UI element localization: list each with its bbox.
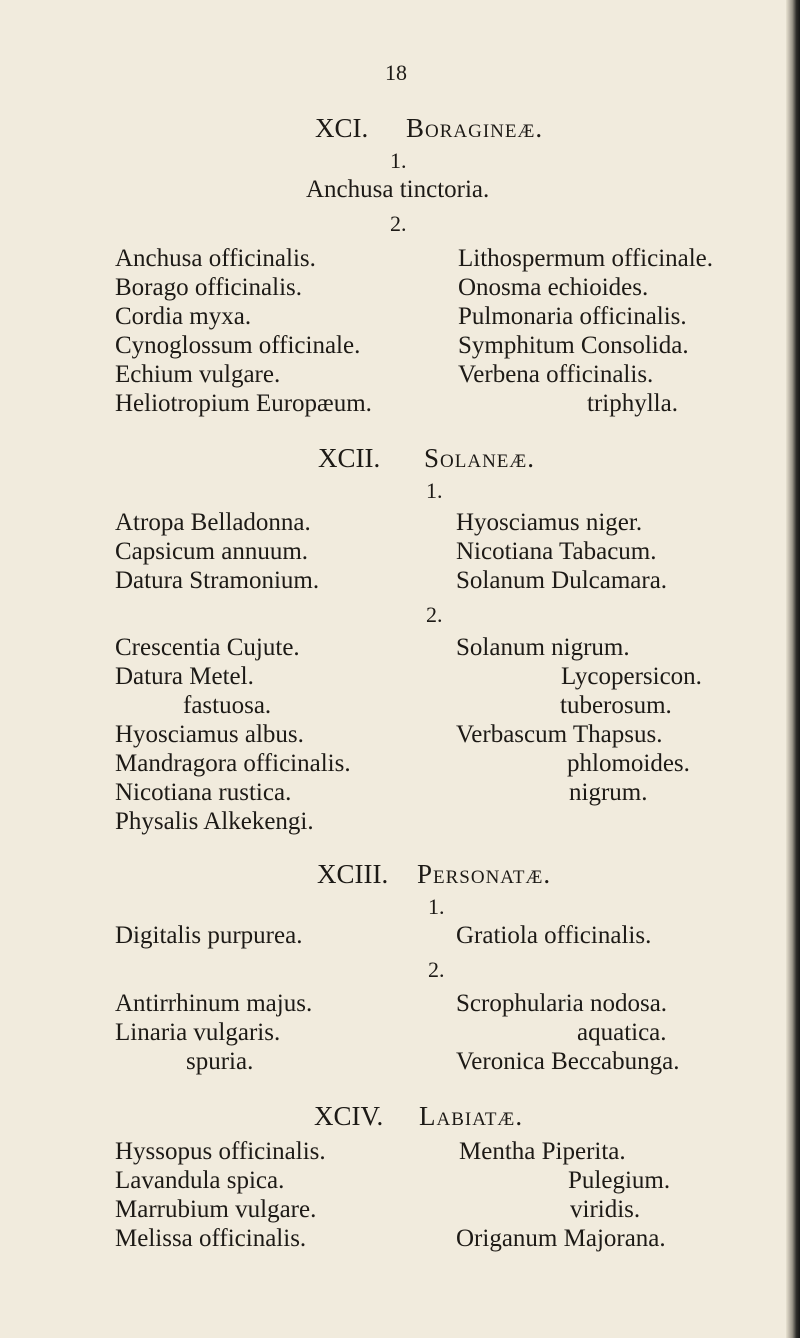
family-name-labiatae: Labiatæ. xyxy=(419,1101,524,1131)
species-entry: Pulmonaria officinalis. xyxy=(458,303,687,330)
species-entry: Marrubium vulgare. xyxy=(115,1196,317,1223)
species-entry: Solanum nigrum. xyxy=(456,634,630,661)
species-entry: Borago officinalis. xyxy=(115,274,302,301)
species-entry: Pulegium. xyxy=(568,1167,671,1194)
species-entry: Anchusa tinctoria. xyxy=(306,176,490,203)
species-entry: Melissa officinalis. xyxy=(115,1225,307,1252)
species-entry: Digitalis purpurea. xyxy=(115,922,303,949)
species-entry: Capsicum annuum. xyxy=(115,538,309,565)
species-entry: fastuosa. xyxy=(183,692,272,719)
species-entry: Nicotiana Tabacum. xyxy=(456,538,657,565)
family-numeral-xciii: XCIII. xyxy=(317,859,389,889)
species-entry: Veronica Beccabunga. xyxy=(456,1048,680,1075)
species-entry: Physalis Alkekengi. xyxy=(115,808,314,835)
species-entry: Symphitum Consolida. xyxy=(458,332,689,359)
species-entry: Atropa Belladonna. xyxy=(115,509,311,536)
species-entry: aquatica. xyxy=(577,1019,667,1046)
family-name-boragineae: Boragineæ. xyxy=(406,113,544,143)
species-entry: phlomoides. xyxy=(567,750,690,777)
family-numeral-xciv: XCIV. xyxy=(314,1101,384,1131)
species-entry: Hyosciamus albus. xyxy=(115,721,304,748)
species-entry: Lycopersicon. xyxy=(561,663,702,690)
species-entry: Nicotiana rustica. xyxy=(115,779,292,806)
species-entry: Cordia myxa. xyxy=(115,303,252,330)
group-label: 2. xyxy=(390,211,407,236)
species-entry: Linaria vulgaris. xyxy=(115,1019,281,1046)
species-entry: Crescentia Cujute. xyxy=(115,634,300,661)
species-entry: triphylla. xyxy=(587,390,678,417)
species-entry: Verbascum Thapsus. xyxy=(456,721,663,748)
species-entry: Mandragora officinalis. xyxy=(115,750,351,777)
species-entry: Hyosciamus niger. xyxy=(456,509,643,536)
species-entry: Antirrhinum majus. xyxy=(115,990,313,1017)
species-entry: Anchusa officinalis. xyxy=(115,245,316,272)
species-entry: Solanum Dulcamara. xyxy=(456,567,668,594)
species-entry: tuberosum. xyxy=(560,692,672,719)
species-entry: Datura Stramonium. xyxy=(115,567,320,594)
group-label: 1. xyxy=(428,894,445,919)
species-entry: Heliotropium Europæum. xyxy=(115,390,372,417)
species-entry: Lavandula spica. xyxy=(115,1167,285,1194)
species-entry: Gratiola officinalis. xyxy=(456,922,652,949)
species-entry: Scrophularia nodosa. xyxy=(456,990,668,1017)
species-entry: Echium vulgare. xyxy=(115,361,281,388)
family-name-solaneae: Solaneæ. xyxy=(424,443,536,473)
species-entry: nigrum. xyxy=(569,779,648,806)
group-label: 1. xyxy=(390,148,407,173)
species-entry: Hyssopus officinalis. xyxy=(115,1138,326,1165)
species-entry: Mentha Piperita. xyxy=(459,1138,626,1165)
family-numeral-xcii: XCII. xyxy=(318,443,381,473)
species-entry: viridis. xyxy=(570,1196,641,1223)
species-entry: Lithospermum officinale. xyxy=(458,245,714,272)
species-entry: spuria. xyxy=(186,1048,254,1075)
page-edge-shadow xyxy=(786,0,800,1338)
page-number: 18 xyxy=(385,60,407,85)
species-entry: Verbena officinalis. xyxy=(458,361,654,388)
family-name-personatae: Personatæ. xyxy=(417,859,552,889)
group-label: 1. xyxy=(426,478,443,503)
family-numeral-xci: XCI. xyxy=(315,113,369,143)
species-entry: Origanum Majorana. xyxy=(456,1225,666,1252)
species-entry: Datura Metel. xyxy=(115,663,254,690)
group-label: 2. xyxy=(428,957,445,982)
species-entry: Cynoglossum officinale. xyxy=(115,332,361,359)
species-entry: Onosma echioides. xyxy=(458,274,649,301)
group-label: 2. xyxy=(426,602,443,627)
